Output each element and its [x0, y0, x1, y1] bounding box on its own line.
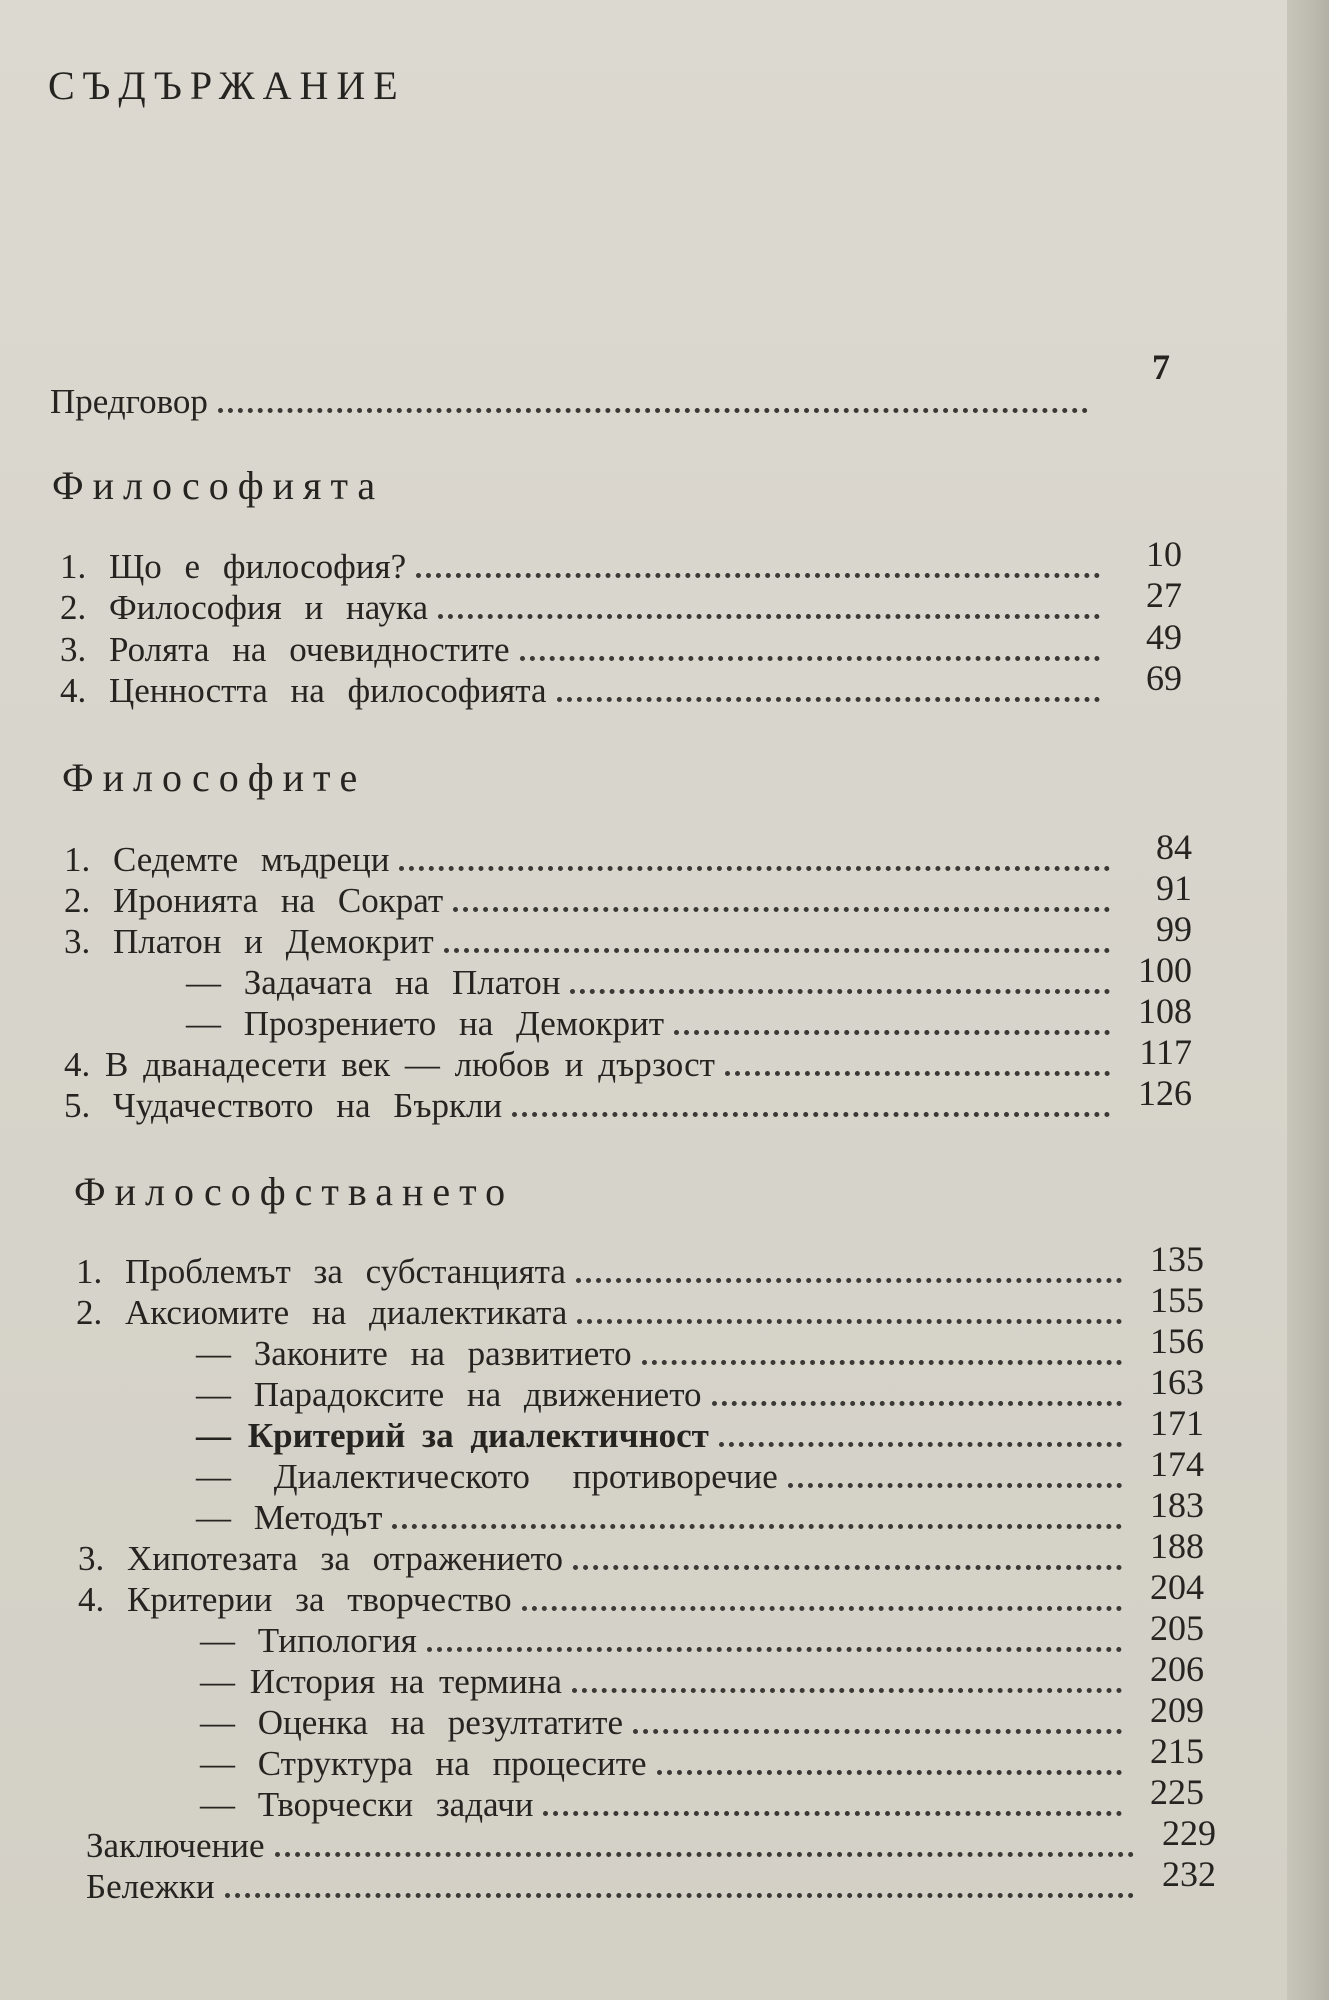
toc-entry-page: 174: [1150, 1444, 1204, 1484]
dot-leader: [453, 907, 1110, 912]
dot-leader: [674, 1030, 1110, 1035]
toc-entry-label: — Критерий за диалектичност: [196, 1416, 709, 1455]
toc-entry-sub: [186, 991, 1192, 1044]
toc-entry: [60, 575, 1182, 628]
toc-entry-label: 1. Проблемът за субстанцията: [76, 1252, 566, 1291]
section-title-philosophizing: Философстването: [74, 1169, 515, 1214]
toc-entry-label: 2. Философия и наука: [60, 588, 428, 627]
dot-leader: [392, 1524, 1122, 1529]
toc-entry-sub: [196, 1444, 1204, 1497]
dot-leader: [788, 1483, 1122, 1488]
toc-entry-page: 225: [1150, 1772, 1204, 1812]
toc-entry-conclusion: [86, 1813, 1216, 1866]
dot-leader: [275, 1852, 1135, 1857]
toc-entry-page: 206: [1150, 1649, 1204, 1689]
toc-entry-label: Бележки: [86, 1867, 215, 1906]
toc-entry-page: 232: [1162, 1854, 1216, 1894]
dot-leader: [719, 1442, 1122, 1447]
dot-leader: [577, 1319, 1122, 1324]
toc-entry-page: 91: [1156, 868, 1192, 908]
toc-entry-label: — Задачата на Платон: [186, 963, 561, 1002]
toc-entry-label: 2. Иронията на Сократ: [64, 881, 444, 920]
dot-leader: [712, 1401, 1122, 1406]
toc-entry: [76, 1239, 1204, 1292]
toc-entry-label: Заключение: [86, 1826, 265, 1865]
toc-entry-page: 205: [1150, 1608, 1204, 1648]
dot-leader: [572, 1688, 1122, 1693]
dot-leader: [725, 1071, 1110, 1076]
toc-entry-label: 3. Хипотезата за отражението: [78, 1539, 563, 1578]
toc-entry: [64, 868, 1192, 921]
dot-leader: [557, 697, 1100, 702]
dot-leader: [520, 656, 1100, 661]
dot-leader: [438, 614, 1100, 619]
toc-entry-label: Предговор: [50, 382, 208, 421]
toc-entry: [64, 909, 1192, 962]
toc-entry-sub: [196, 1321, 1204, 1374]
toc-entry-label: — Законите на развитието: [196, 1334, 632, 1373]
toc-entry-page: 209: [1150, 1690, 1204, 1730]
toc-entry-label: — Парадоксите на движението: [196, 1375, 702, 1414]
toc-entry-page: 215: [1150, 1731, 1204, 1771]
toc-entry-page: 27: [1146, 575, 1182, 615]
toc-entry-sub: [200, 1608, 1204, 1661]
toc-entry: [60, 617, 1182, 670]
toc-entry-page: 108: [1138, 991, 1192, 1031]
toc-entry-sub: [186, 950, 1192, 1003]
dot-leader: [427, 1647, 1122, 1652]
toc-entry-label: 3. Ролята на очевидностите: [60, 630, 510, 669]
toc-entry-page: 183: [1150, 1485, 1204, 1525]
toc-entry-page: 100: [1138, 950, 1192, 990]
toc-entry-page: 69: [1146, 658, 1182, 698]
toc-entry-page: 156: [1150, 1321, 1204, 1361]
toc-entry-label: 4. Ценността на философията: [60, 671, 547, 710]
toc-entry-label: — Прозрението на Демокрит: [186, 1004, 664, 1043]
toc-entry-sub: [196, 1362, 1204, 1415]
toc-entry-label: 1. Що е философия?: [60, 547, 407, 586]
toc-entry: [64, 1032, 1192, 1085]
toc-entry: [78, 1526, 1204, 1579]
dot-leader: [573, 1565, 1122, 1570]
toc-entry-sub: [196, 1485, 1204, 1538]
toc-entry-preface: [50, 347, 1170, 422]
toc-entry-page: 126: [1138, 1073, 1192, 1113]
dot-leader: [633, 1729, 1122, 1734]
toc-entry-label: — Оценка на резултатите: [200, 1703, 623, 1742]
section-title-philosophers: Философите: [62, 755, 367, 800]
toc-entry-label: 4. В дванадесети век — любов и дързост: [64, 1045, 715, 1084]
toc-entry-page: 135: [1150, 1239, 1204, 1279]
toc-entry-label: — Диалектическото противоречие: [196, 1457, 778, 1496]
toc-entry-label: 2. Аксиомите на диалектиката: [76, 1293, 568, 1332]
toc-entry-page: 84: [1156, 827, 1192, 867]
toc-entry: [78, 1567, 1204, 1620]
dot-leader: [512, 1112, 1110, 1117]
toc-entry-label: 3. Платон и Демокрит: [64, 922, 434, 961]
toc-entry-page: 188: [1150, 1526, 1204, 1566]
toc-entry-label: — Структура на процесите: [200, 1744, 647, 1783]
dot-leader: [416, 573, 1100, 578]
toc-entry: [60, 658, 1182, 711]
dot-leader: [570, 989, 1110, 994]
toc-entry-label: 1. Седемте мъдреци: [64, 840, 390, 879]
toc-entry-page: 49: [1146, 617, 1182, 657]
toc-entry-page: 204: [1150, 1567, 1204, 1607]
dot-leader: [444, 948, 1110, 953]
dot-leader: [399, 866, 1110, 871]
dot-leader: [576, 1278, 1122, 1283]
toc-entry: [64, 1073, 1192, 1126]
toc-entry-notes: [86, 1854, 1216, 1907]
toc-entry-label: — Творчески задачи: [200, 1785, 534, 1824]
dot-leader: [218, 408, 1088, 413]
toc-entry-sub: [200, 1690, 1204, 1743]
toc-entry-label: — История на термина: [200, 1662, 562, 1701]
toc-entry-page: 99: [1156, 909, 1192, 949]
contents-heading: СЪДЪРЖАНИЕ: [48, 63, 406, 108]
toc-entry-page: 7: [1152, 347, 1170, 387]
toc-entry-label: — Типология: [200, 1621, 417, 1660]
toc-entry-label: — Методът: [196, 1498, 383, 1537]
dot-leader: [657, 1770, 1122, 1775]
toc-entry-page: 155: [1150, 1280, 1204, 1320]
dot-leader: [543, 1811, 1122, 1816]
toc-entry-sub: [200, 1772, 1204, 1825]
dot-leader: [642, 1360, 1122, 1365]
toc-entry-page: 117: [1139, 1032, 1192, 1072]
toc-entry-page: 163: [1150, 1362, 1204, 1402]
toc-entry-page: 171: [1150, 1403, 1204, 1443]
toc-entry-page: 10: [1146, 534, 1182, 574]
toc-entry: [64, 827, 1192, 880]
toc-entry-sub: [200, 1731, 1204, 1784]
dot-leader: [522, 1606, 1122, 1611]
toc-entry-sub: [200, 1649, 1204, 1702]
toc-entry-sub: [196, 1403, 1204, 1456]
dot-leader: [225, 1893, 1134, 1898]
toc-entry: [76, 1280, 1204, 1333]
toc-entry: [60, 534, 1182, 587]
page-edge-shadow: [1287, 0, 1329, 2000]
toc-entry-page: 229: [1162, 1813, 1216, 1853]
toc-entry-label: 5. Чудачеството на Бъркли: [64, 1086, 503, 1125]
section-title-philosophy: Философията: [52, 463, 385, 508]
toc-entry-label: 4. Критерии за творчество: [78, 1580, 512, 1619]
